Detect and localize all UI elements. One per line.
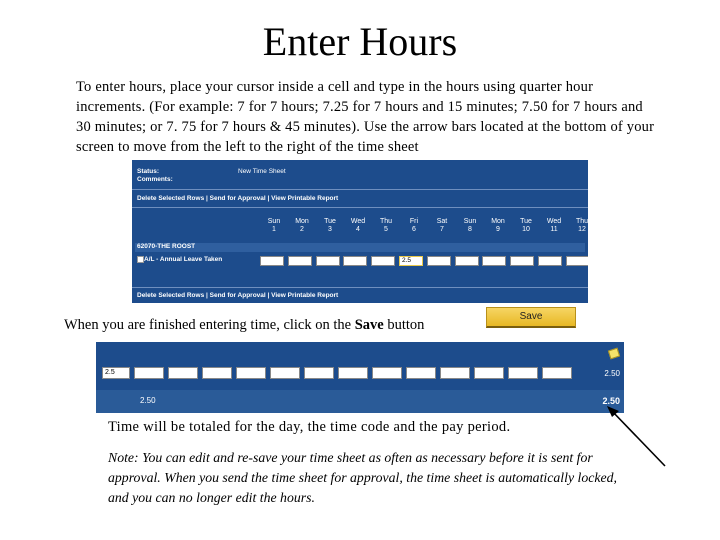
- day-header: Tue 3: [324, 218, 336, 233]
- status-value: New Time Sheet: [238, 168, 286, 175]
- day-total: 2.50: [140, 396, 156, 405]
- day-header: Mon 2: [295, 218, 309, 233]
- pay-period-total: 2.50: [602, 396, 620, 406]
- day-header: Sun 1: [267, 218, 281, 233]
- day-header: Tue 10: [520, 218, 532, 233]
- timesheet-actions-bottom[interactable]: Delete Selected Rows | Send for Approval | View Printable Report: [137, 292, 339, 299]
- group-label: 62070-THE ROOST: [135, 243, 585, 252]
- save-button[interactable]: Save: [486, 307, 576, 328]
- comments-label: Comments:: [137, 176, 173, 183]
- day-header: Mon 9: [491, 218, 505, 233]
- day-header: Wed 11: [546, 218, 562, 233]
- time-code-total: 2.50: [604, 369, 620, 378]
- time-code-label: A/L - Annual Leave Taken: [144, 256, 223, 263]
- hours-cell-active[interactable]: 2.5: [399, 256, 423, 266]
- note-text: Note: You can edit and re-save your time sheet as often as necessary before it is sent for approval. When you send the time sheet for approval, the time sheet is automatically locked, and you can no longer edit the hours.: [108, 450, 617, 505]
- day-header: Wed 4: [350, 218, 366, 233]
- day-header: Thu 5: [379, 218, 393, 233]
- day-header: Sat 7: [436, 218, 448, 233]
- status-label: Status:: [137, 168, 160, 175]
- day-header: Fri 6: [409, 218, 419, 233]
- timesheet-actions-top[interactable]: Delete Selected Rows | Send for Approval | View Printable Report: [137, 195, 339, 202]
- day-header: Thu 12: [575, 218, 588, 233]
- instructions-text: To enter hours, place your cursor inside a cell and type in the hours using quarter hour increments. (For example: 7 for 7 hours; 7.25 for 7 hours and 15 minutes; 7.50 for 7 hours and 30 minutes; or 7. 75 for 7 hours & 45 minutes). Use the arrow bars located at the bottom of your screen to move from the left to the right of the time sheet: [76, 79, 655, 155]
- totals-explanation: Time will be totaled for the day, the time code and the pay period.: [108, 419, 511, 435]
- day-header: Sun 8: [463, 218, 477, 233]
- save-instruction: When you are finished entering time, click on the Save button: [64, 317, 425, 333]
- hours-cell[interactable]: 2.5: [102, 367, 130, 379]
- slide-title: Enter Hours: [262, 19, 458, 64]
